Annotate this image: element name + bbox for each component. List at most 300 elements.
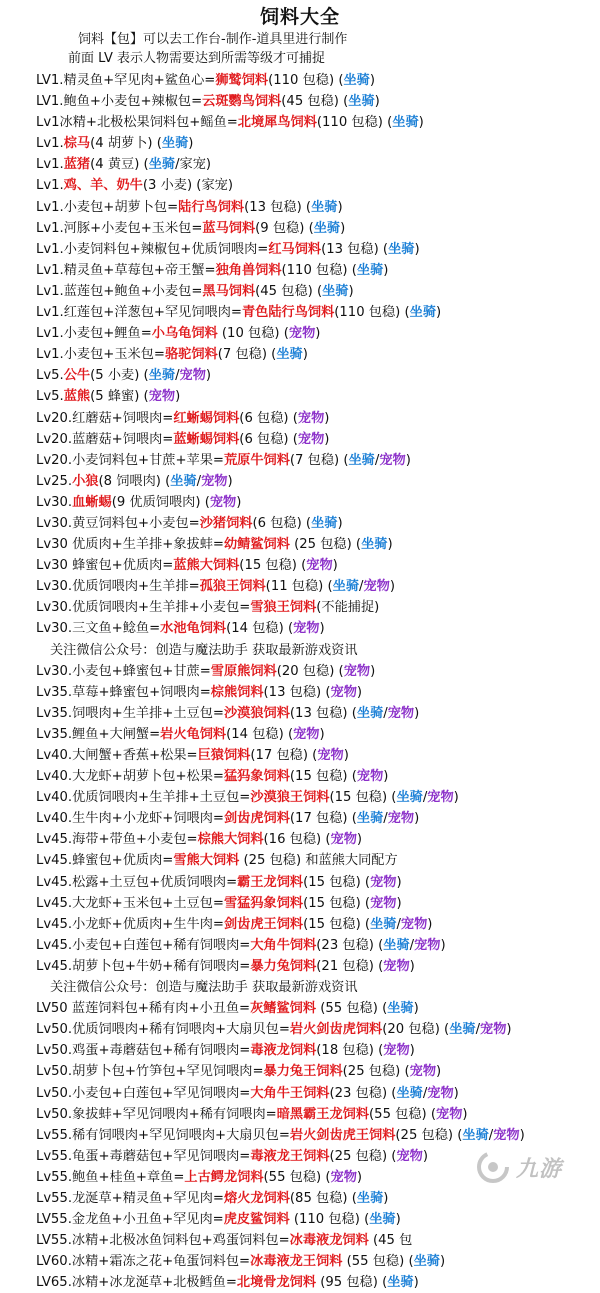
recipe-text: ) <box>387 537 393 553</box>
recipe-text: ) <box>439 1254 446 1270</box>
pet-tag: 宠物 <box>330 684 357 700</box>
feed-name: 独角兽饲料 <box>215 262 282 278</box>
mount-tag: 坐骑 <box>413 1254 440 1270</box>
recipe-text: (45 包 <box>368 1233 413 1249</box>
recipe-text: Lv20.蓝蘑菇+饲喂肉= <box>36 431 174 447</box>
mount-tag: 坐骑 <box>369 1212 396 1228</box>
recipe-text: Lv1.小麦包+胡萝卜包= <box>36 199 179 215</box>
feed-recipe-row <box>0 133 600 154</box>
mount-tag: 坐骑 <box>322 283 349 299</box>
feed-name: 岩火龟饲料 <box>160 726 227 742</box>
feed-recipe-row <box>0 555 600 576</box>
feed-recipe-row <box>0 386 600 407</box>
mount-tag: 坐骑 <box>356 1190 384 1206</box>
recipe-text: Lv45.海带+带鱼+小麦包= <box>36 832 198 848</box>
notice-text: 关注微信公众号：创造与魔法助手 获取最新游戏资讯 <box>50 980 358 996</box>
mount-tag: 坐骑 <box>392 115 419 131</box>
recipe-text: (14 包稳) ( <box>226 621 294 637</box>
recipe-text: (15 包稳) ( <box>239 558 307 574</box>
feed-name: 荒原牛饲料 <box>223 452 290 468</box>
mount-tag: 坐骑 <box>148 368 176 384</box>
pet-tag: 宠物 <box>387 811 415 827</box>
recipe-text: Lv45.蜂蜜包+优质肉= <box>36 853 174 869</box>
feed-name: 鸡、羊、奶牛 <box>63 178 143 194</box>
recipe-text: / <box>396 916 401 932</box>
recipe-text: (14 包稳) ( <box>226 726 294 742</box>
recipe-text: (10 包稳) ( <box>217 326 289 342</box>
recipe-text: (55 包稳) ( <box>263 1169 331 1185</box>
feed-name: 暴力兔饲料 <box>250 958 317 974</box>
recipe-text: Lv30. <box>36 494 73 510</box>
pet-tag: 宠物 <box>370 895 397 911</box>
feed-name: 岩火剑齿虎王饲料 <box>289 1127 396 1143</box>
feed-recipe-row <box>0 1188 600 1209</box>
recipe-text: Lv1.蓝莲包+鲍鱼+小麦包= <box>36 283 203 299</box>
pet-tag: 宠物 <box>493 1127 520 1143</box>
recipe-text: /家宠) <box>175 157 212 173</box>
feed-recipe-row <box>0 408 600 429</box>
feed-recipe-row <box>0 1019 600 1040</box>
recipe-text: LV1.鲍鱼+小麦包+辣椒包= <box>36 94 203 110</box>
feed-recipe-row <box>0 302 600 323</box>
feed-recipe-row <box>0 154 600 175</box>
recipe-text: ) <box>348 283 354 299</box>
recipe-text: (11 包稳) ( <box>265 579 333 595</box>
recipe-text: Lv1.河豚+小麦包+玉米包= <box>36 220 203 236</box>
feed-name: 冰毒液龙饲料 <box>289 1233 369 1249</box>
pet-tag: 宠物 <box>414 937 441 953</box>
feed-name: 血蜥蜴 <box>72 494 112 510</box>
recipe-text: Lv20.小麦饲料包+甘蔗+苹果= <box>36 452 224 468</box>
feed-recipe-row <box>0 534 600 555</box>
recipe-text: (16 包稳) ( <box>263 832 331 848</box>
recipe-text: ) <box>332 558 338 574</box>
recipe-text: ) <box>324 410 330 426</box>
feed-recipe-row <box>0 872 600 893</box>
recipe-text: LV55.冰精+北极冰鱼饲料包+鸡蛋饲料包= <box>36 1233 290 1249</box>
recipe-text: (45 包稳) ( <box>281 94 349 110</box>
pet-tag: 宠物 <box>480 1022 507 1038</box>
pet-tag: 宠物 <box>409 1064 437 1080</box>
feed-recipe-row <box>0 471 600 492</box>
recipe-text: ) <box>383 262 389 278</box>
recipe-text: (17 包稳) ( <box>250 748 318 763</box>
recipe-text: / <box>383 811 388 827</box>
recipe-text: / <box>409 937 415 953</box>
recipe-text: (110 包稳) ( <box>289 1212 370 1228</box>
feed-recipe-row <box>0 91 600 112</box>
recipe-text: Lv35.草莓+蜂蜜包+饲喂肉= <box>36 684 211 700</box>
recipe-text: Lv30 蜂蜜包+优质肉= <box>36 558 174 574</box>
mount-tag: 坐骑 <box>356 811 384 827</box>
recipe-text: / <box>422 1085 428 1101</box>
feed-recipe-row <box>0 1104 600 1125</box>
pet-tag: 宠物 <box>383 1043 410 1059</box>
recipe-text: / <box>175 368 180 384</box>
mount-tag: 坐骑 <box>343 73 370 88</box>
feed-name: 剑齿虎王饲料 <box>223 916 304 932</box>
feed-recipe-row <box>0 766 600 787</box>
feed-name: 雪熊大饲料 <box>173 853 240 869</box>
feed-name: 霸王龙饲料 <box>237 874 304 890</box>
intro-line-crafting: 饲料【包】可以去工作台-制作-道具里进行制作 <box>78 32 348 47</box>
recipe-text: (20 包稳) ( <box>382 1022 450 1038</box>
pet-tag: 宠物 <box>356 769 384 785</box>
feed-name: 沙漠狼王饲料 <box>250 790 330 806</box>
recipe-text: / <box>475 1022 481 1038</box>
recipe-text: Lv55.鲍鱼+桂鱼+章鱼= <box>36 1169 185 1185</box>
feed-recipe-row <box>0 175 600 196</box>
recipe-text: Lv1. <box>36 136 64 152</box>
jiuyou-logo-icon <box>476 1150 510 1184</box>
mount-tag: 坐骑 <box>462 1127 489 1143</box>
recipe-text: Lv25. <box>36 473 73 489</box>
feed-name: 骆驼饲料 <box>164 347 218 363</box>
pet-tag: 宠物 <box>201 473 228 489</box>
recipe-text: Lv35.饲喂肉+生羊排+土豆包= <box>36 705 224 721</box>
recipe-text: Lv30.小麦包+蜂蜜包+甘蔗= <box>36 663 211 679</box>
mount-tag: 坐骑 <box>409 305 437 321</box>
recipe-text: Lv30.三文鱼+鲶鱼= <box>36 621 161 637</box>
recipe-text: Lv1.精灵鱼+草莓包+帝王蟹= <box>36 262 216 278</box>
recipe-text: Lv1. <box>36 178 64 194</box>
recipe-text: Lv5. <box>36 389 64 405</box>
pet-tag: 宠物 <box>370 874 397 890</box>
recipe-text: ) <box>343 748 349 763</box>
recipe-text: ) <box>356 832 363 848</box>
recipe-text: ) <box>519 1127 525 1143</box>
feed-name: 灰鳍鲨饲料 <box>250 1001 317 1017</box>
recipe-text: (23 包稳) ( <box>316 937 384 953</box>
recipe-text: ) <box>440 937 446 953</box>
recipe-text: (15 包稳) ( <box>303 916 371 932</box>
feed-name: 沙猪饲料 <box>199 515 253 531</box>
recipe-text: ) <box>405 452 411 468</box>
recipe-text: LV65.冰精+冰龙涎草+北极鳕鱼= <box>36 1275 237 1291</box>
recipe-text: ) <box>205 368 212 384</box>
recipe-text: (110 包稳) ( <box>334 305 410 321</box>
recipe-text: (55 包稳) ( <box>316 1001 388 1017</box>
notice-text: 关注微信公众号：创造与魔法助手 获取最新游戏资讯 <box>50 642 358 658</box>
recipe-text: ) <box>319 621 325 637</box>
recipe-text: Lv50.优质饲喂肉+稀有饲喂肉+大扇贝包= <box>36 1022 290 1038</box>
recipe-text: ) <box>340 220 346 236</box>
feed-recipe-row <box>0 914 600 935</box>
recipe-text: Lv5. <box>36 368 64 384</box>
recipe-text: Lv50.胡萝卜包+竹笋包+罕见饲喂肉= <box>36 1064 264 1080</box>
feed-name: 雪猛犸象饲料 <box>223 895 304 911</box>
pet-tag: 宠物 <box>387 705 415 721</box>
pet-tag: 宠物 <box>379 452 406 468</box>
recipe-text: ) <box>396 895 402 911</box>
recipe-text: (6 包稳) ( <box>239 410 298 426</box>
recipe-text: (55 包稳) ( <box>342 1254 414 1270</box>
feed-name: 巨猿饲料 <box>197 748 251 763</box>
recipe-text: Lv30.黄豆饲料包+小麦包= <box>36 515 200 531</box>
feed-name: 蓝熊 <box>63 389 91 405</box>
feed-name: 小乌龟饲料 <box>151 326 218 342</box>
feed-recipe-row <box>0 323 600 344</box>
recipe-text: ) <box>227 473 233 489</box>
recipe-text: (21 包稳) ( <box>316 958 384 974</box>
recipe-text: Lv40.大龙虾+胡萝卜包+松果= <box>36 769 224 785</box>
recipe-text: (13 包稳) ( <box>263 684 331 700</box>
recipe-text: ) <box>422 1148 428 1164</box>
recipe-text: Lv35.鲤鱼+大闸蟹= <box>36 726 161 742</box>
recipe-text: ) <box>302 347 308 363</box>
feed-recipe-row <box>0 260 600 281</box>
recipe-text: Lv1.小麦包+鲤鱼= <box>36 326 152 342</box>
feed-recipe-row <box>0 197 600 218</box>
feed-recipe-row <box>0 998 600 1019</box>
recipe-text: (110 包稳) ( <box>316 115 393 131</box>
feed-recipe-row <box>0 661 600 682</box>
recipe-text: (15 包稳) ( <box>303 874 371 890</box>
feed-recipe-row <box>0 450 600 471</box>
feed-recipe-row <box>0 745 600 766</box>
feed-recipe-row <box>0 703 600 724</box>
recipe-text: / <box>422 790 428 806</box>
feed-name: 虎皮鲨饲料 <box>223 1212 290 1228</box>
recipe-text: Lv50.鸡蛋+毒蘑菇包+稀有饲喂肉= <box>36 1043 251 1059</box>
recipe-text: ) <box>236 494 242 510</box>
notice-line <box>0 977 600 998</box>
recipe-text: (55 包稳) ( <box>369 1106 437 1122</box>
recipe-text: (不能捕捉) <box>316 600 380 616</box>
feed-name: 猛犸象饲料 <box>223 769 290 785</box>
recipe-text: Lv30.优质饲喂肉+生羊排+小麦包= <box>36 600 251 616</box>
feed-name: 岩火剑齿虎饲料 <box>289 1022 383 1038</box>
feed-name: 水池龟饲料 <box>160 621 227 637</box>
recipe-text: (6 包稳) ( <box>239 431 298 447</box>
feed-name: 青色陆行鸟饲料 <box>241 305 335 321</box>
feed-recipe-row <box>0 492 600 513</box>
feed-list <box>0 70 600 1293</box>
recipe-text: ) <box>413 1275 419 1291</box>
feed-recipe-row <box>0 597 600 618</box>
recipe-text: Lv45.胡萝卜包+牛奶+稀有饲喂肉= <box>36 958 251 974</box>
recipe-text: ) <box>462 1106 468 1122</box>
recipe-text: ) <box>409 1043 415 1059</box>
recipe-text: Lv1冰精+北极松果饲料包+鳐鱼= <box>36 115 238 131</box>
feed-recipe-row <box>0 1272 600 1293</box>
recipe-text: ) <box>175 389 181 405</box>
feed-name: 沙漠狼饲料 <box>223 705 290 721</box>
recipe-text: (5 蜂蜜) ( <box>90 389 149 405</box>
feed-name: 红马饲料 <box>268 241 322 257</box>
feed-name: 红蜥蜴饲料 <box>173 410 240 426</box>
recipe-text: Lv50.象拔蚌+罕见饲喂肉+稀有饲喂肉= <box>36 1106 277 1122</box>
feed-recipe-row <box>0 618 600 639</box>
feed-name: 雪狼王饲料 <box>250 600 317 616</box>
pet-tag: 宠物 <box>179 368 206 384</box>
recipe-text: (25 包稳) ( <box>395 1127 463 1143</box>
pet-tag: 宠物 <box>396 1148 423 1164</box>
recipe-text: Lv1.小麦包+玉米包= <box>36 347 165 363</box>
recipe-text: Lv55.稀有饲喂肉+罕见饲喂肉+大扇贝包= <box>36 1127 290 1143</box>
recipe-text: Lv40.生牛肉+小龙虾+饲喂肉= <box>36 811 224 827</box>
feed-name: 棕熊大饲料 <box>197 832 264 848</box>
recipe-text: Lv55.龟蛋+毒蘑菇包+罕见饲喂肉= <box>36 1148 251 1164</box>
feed-name: 黑马饲料 <box>202 283 256 299</box>
recipe-text: ) <box>188 136 194 152</box>
mount-tag: 坐骑 <box>383 937 410 953</box>
feed-name: 棕熊饲料 <box>210 684 264 700</box>
mount-tag: 坐骑 <box>311 515 338 531</box>
mount-tag: 坐骑 <box>388 241 415 257</box>
feed-name: 小狼 <box>72 473 99 489</box>
recipe-text: Lv40.大闸蟹+香蕉+松果= <box>36 748 198 763</box>
recipe-text: (7 包稳) ( <box>217 347 277 363</box>
feed-recipe-row <box>0 1209 600 1230</box>
pet-tag: 宠物 <box>330 1169 357 1185</box>
recipe-text: ) <box>369 73 375 88</box>
recipe-text: LV60.冰精+霜冻之花+龟蛋饲料包= <box>36 1254 251 1270</box>
feed-recipe-row <box>0 956 600 977</box>
recipe-text: (17 包稳) ( <box>289 811 357 827</box>
mount-tag: 坐骑 <box>332 579 360 595</box>
recipe-text: / <box>196 473 202 489</box>
feed-name: 棕马 <box>63 136 91 152</box>
recipe-text: (25 包稳) ( <box>329 1148 397 1164</box>
feed-recipe-row <box>0 808 600 829</box>
feed-recipe-row <box>0 1125 600 1146</box>
recipe-text: (85 包稳) ( <box>289 1190 357 1206</box>
recipe-text: (25 包稳) 和蓝熊大同配方 <box>239 853 398 869</box>
feed-recipe-row <box>0 239 600 260</box>
recipe-text: ) <box>383 1190 389 1206</box>
recipe-text: Lv50.小麦包+白莲包+罕见饲喂肉= <box>36 1085 251 1101</box>
recipe-text: (110 包稳) ( <box>268 73 344 88</box>
mount-tag: 坐骑 <box>313 220 341 236</box>
feed-recipe-row <box>0 893 600 914</box>
recipe-text: ) <box>414 811 420 827</box>
mount-tag: 坐骑 <box>348 452 375 468</box>
recipe-text: ) <box>395 1212 401 1228</box>
feed-recipe-row <box>0 218 600 239</box>
recipe-text: Lv1. <box>36 157 64 173</box>
recipe-text: ) <box>396 874 402 890</box>
recipe-text: Lv30 优质肉+生羊排+象拔蚌= <box>36 537 224 553</box>
recipe-text: / <box>359 579 364 595</box>
recipe-text: (23 包稳) ( <box>329 1085 397 1101</box>
mount-tag: 坐骑 <box>361 537 388 553</box>
pet-tag: 宠物 <box>306 558 333 574</box>
feed-name: 暗黑霸王龙饲料 <box>276 1106 370 1122</box>
pet-tag: 宠物 <box>363 579 390 595</box>
recipe-text: Lv1.小麦饲料包+辣椒包+优质饲喂肉= <box>36 241 269 257</box>
mount-tag: 坐骑 <box>356 262 384 278</box>
intro-line-level: 前面 LV 表示人物需要达到所需等级才可捕捉 <box>68 51 325 66</box>
recipe-text: (6 包稳) ( <box>252 515 312 531</box>
feed-recipe-row <box>0 935 600 956</box>
feed-recipe-row <box>0 344 600 365</box>
feed-name: 北境犀鸟饲料 <box>237 115 317 131</box>
recipe-text: ) <box>370 663 376 679</box>
feed-name: 暴力兔王饲料 <box>263 1064 343 1080</box>
pet-tag: 宠物 <box>288 326 316 342</box>
feed-name: 蓝熊大饲料 <box>173 558 240 574</box>
recipe-text: Lv45.小麦包+白莲包+稀有饲喂肉= <box>36 937 251 953</box>
feed-name: 剑齿虎饲料 <box>223 811 290 827</box>
mount-tag: 坐骑 <box>387 1275 414 1291</box>
recipe-text: (20 包稳) ( <box>276 663 344 679</box>
recipe-text: LV1.精灵鱼+罕见肉+鲨鱼心= <box>36 73 216 88</box>
pet-tag: 宠物 <box>209 494 237 510</box>
feed-recipe-row <box>0 513 600 534</box>
recipe-text: / <box>488 1127 494 1143</box>
feed-name: 狮鹫饲料 <box>215 73 269 88</box>
feed-recipe-row <box>0 1251 600 1272</box>
recipe-text: (25 包稳) ( <box>289 537 362 553</box>
recipe-text: Lv45.松露+土豆包+优质饲喂肉= <box>36 874 238 890</box>
recipe-text: (13 包稳) ( <box>244 199 312 215</box>
feed-name: 蓝猪 <box>63 157 91 173</box>
mount-tag: 坐骑 <box>161 136 189 152</box>
recipe-text: Lv45.小龙虾+优质肉+生牛肉= <box>36 916 224 932</box>
recipe-text: ) <box>315 326 321 342</box>
mount-tag: 坐骑 <box>311 199 338 215</box>
pet-tag: 宠物 <box>427 790 454 806</box>
pet-tag: 宠物 <box>436 1106 463 1122</box>
feed-name: 蓝蜥蜴饲料 <box>173 431 240 447</box>
recipe-text: (18 包稳) ( <box>316 1043 384 1059</box>
recipe-text: (7 包稳) ( <box>289 452 349 468</box>
pet-tag: 宠物 <box>293 621 320 637</box>
feed-recipe-row <box>0 112 600 133</box>
feed-name: 大角牛王饲料 <box>250 1085 330 1101</box>
feed-recipe-row <box>0 850 600 871</box>
mount-tag: 坐骑 <box>449 1022 476 1038</box>
recipe-text: Lv45.大龙虾+玉米包+土豆包= <box>36 895 224 911</box>
recipe-text: ) <box>436 1064 442 1080</box>
pet-tag: 宠物 <box>343 663 371 679</box>
feed-recipe-row <box>0 829 600 850</box>
recipe-text: (15 包稳) ( <box>303 895 371 911</box>
recipe-text: ) <box>324 431 330 447</box>
mount-tag: 坐骑 <box>170 473 197 489</box>
watermark <box>476 1148 594 1186</box>
recipe-text: (15 包稳) ( <box>329 790 397 806</box>
feed-name: 毒液龙王饲料 <box>250 1148 330 1164</box>
feed-recipe-row <box>0 1061 600 1082</box>
recipe-text: LV50 蓝莲饲料包+稀有肉+小丑鱼= <box>36 1001 251 1017</box>
feed-name: 蓝马饲料 <box>202 220 256 236</box>
recipe-text: (4 胡萝卜) ( <box>90 136 162 152</box>
recipe-text: (8 饲喂肉) ( <box>98 473 171 489</box>
pet-tag: 宠物 <box>293 726 320 742</box>
recipe-text: / <box>374 452 380 468</box>
recipe-text: (15 包稳) ( <box>289 769 357 785</box>
recipe-text: (5 小麦) ( <box>90 368 149 384</box>
mount-tag: 坐骑 <box>148 157 176 173</box>
pet-tag: 宠物 <box>297 431 325 447</box>
recipe-text: ) <box>418 115 424 131</box>
feed-recipe-row <box>0 724 600 745</box>
recipe-text: / <box>383 705 388 721</box>
feed-name: 云斑鹦鸟饲料 <box>202 94 282 110</box>
recipe-text: (4 黄豆) ( <box>90 157 149 173</box>
recipe-text: ) <box>453 1085 459 1101</box>
recipe-text: ) <box>427 916 433 932</box>
recipe-text: ) <box>319 726 325 742</box>
page-title: 饲料大全 <box>259 6 340 28</box>
feed-recipe-row <box>0 576 600 597</box>
feed-recipe-row <box>0 787 600 808</box>
recipe-text: ) <box>414 241 420 257</box>
feed-recipe-row <box>0 429 600 450</box>
mount-tag: 坐骑 <box>276 347 303 363</box>
